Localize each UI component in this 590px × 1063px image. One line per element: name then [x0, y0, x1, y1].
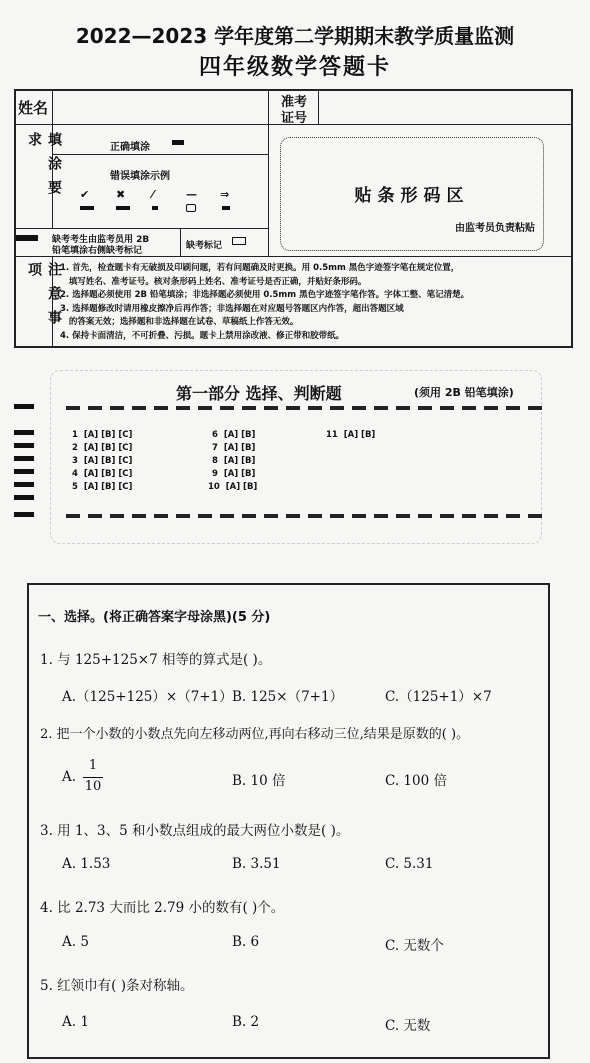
answer-bubble-row[interactable]: 6 [A] [B] [212, 430, 256, 440]
wrong-fill-label: 错误填涂示例 [110, 171, 170, 182]
timing-dash-top [66, 406, 542, 410]
note-line: 3. 选择题修改时请用橡皮擦净后再作答；非选择题在对应题号答题区内作答，超出答题区域 [60, 303, 404, 314]
q1-option-a[interactable]: A.（125+125）×（7+1） [62, 689, 233, 705]
check-mark-icon: ✔ [80, 188, 90, 201]
timing-mark [14, 512, 34, 517]
table-divider [52, 89, 53, 124]
answer-bubble-row[interactable]: 11 [A] [B] [326, 430, 376, 440]
q2-option-b[interactable]: B. 10 倍 [232, 773, 286, 789]
answer-bubble-row[interactable]: 3 [A] [B] [C] [72, 456, 133, 466]
question-3: 3. 用 1、3、5 和小数点组成的最大两位小数是( )。 [40, 823, 350, 839]
table-divider [180, 228, 181, 256]
timing-dash-bottom [66, 514, 542, 518]
absent-note: 铅笔填涂右侧缺考标记 [52, 246, 143, 256]
exam-no-field[interactable] [322, 92, 570, 122]
exam-no-label: 证号 [281, 111, 308, 126]
part1-note: (须用 2B 铅笔填涂) [414, 386, 514, 399]
wrong-fill-sample [116, 206, 130, 210]
answer-bubble-row[interactable]: 9 [A] [B] [212, 469, 256, 479]
note-line: 的答案无效；选择题和非选择题在试卷、草稿纸上作答无效。 [60, 317, 299, 327]
q1-option-b[interactable]: B. 125×（7+1） [232, 689, 344, 705]
absent-note: 缺考考生由监考员用 2B [52, 235, 150, 245]
name-label: 姓名 [18, 99, 49, 117]
wrong-fill-sample [222, 206, 230, 210]
absent-mark-bar [16, 235, 38, 241]
q2-option-a-denominator: 10 [84, 779, 102, 794]
note-line: 填写姓名、准考证号。核对条形码上姓名、准考证号是否正确，并贴好条形码。 [60, 276, 367, 287]
answer-bubble-row[interactable]: 5 [A] [B] [C] [72, 482, 133, 492]
q4-option-c[interactable]: C. 无数个 [385, 938, 444, 954]
name-field[interactable] [56, 92, 264, 122]
fill-rules-label: 填涂要求 [26, 132, 62, 204]
q5-option-c[interactable]: C. 无数 [385, 1018, 431, 1034]
correct-fill-label: 正确填涂 [110, 142, 150, 153]
fraction-bar [83, 777, 103, 778]
table-divider [14, 228, 268, 229]
wrong-fill-sample [186, 204, 196, 212]
barcode-note: 由监考员负责粘贴 [455, 223, 535, 234]
slash-mark-icon: ⁄ [152, 188, 154, 201]
timing-mark [14, 495, 34, 500]
question-4: 4. 比 2.73 大而比 2.79 小的数有( )个。 [40, 900, 285, 916]
question-1: 1. 与 125+125×7 相等的算式是( )。 [40, 652, 272, 668]
notes-label: 注意事项 [26, 262, 62, 334]
notes-list [60, 262, 469, 343]
q3-option-a[interactable]: A. 1.53 [62, 856, 111, 872]
absent-mark-box[interactable] [232, 237, 246, 245]
wrong-fill-sample [80, 206, 94, 210]
exam-no-label: 准考 [281, 95, 308, 110]
q2-option-a-prefix[interactable]: A. [62, 769, 77, 785]
note-line: 4. 保持卡面清洁，不可折叠、污损。题卡上禁用涂改液、修正带和胶带纸。 [60, 330, 345, 341]
answer-bubble-row[interactable]: 8 [A] [B] [212, 456, 256, 466]
q3-option-b[interactable]: B. 3.51 [232, 856, 281, 872]
dash-mark-icon: — [186, 188, 197, 201]
q5-option-b[interactable]: B. 2 [232, 1014, 260, 1030]
table-divider [14, 256, 573, 257]
timing-mark [14, 430, 34, 435]
answer-sheet-title: 四年级数学答题卡 [198, 55, 391, 80]
q4-option-b[interactable]: B. 6 [232, 934, 260, 950]
table-divider [268, 89, 269, 256]
absent-mark-label: 缺考标记 [186, 241, 223, 251]
q4-option-a[interactable]: A. 5 [62, 934, 89, 950]
q5-option-a[interactable]: A. 1 [62, 1014, 89, 1030]
part2-heading: 一、选择。(将正确答案字母涂黑)(5 分) [38, 610, 271, 625]
exam-title: 2022—2023 学年度第二学期期末教学质量监测 [75, 24, 515, 48]
timing-mark [14, 482, 34, 487]
wrong-fill-sample [152, 206, 158, 210]
arrow-mark-icon: ⇒ [220, 188, 230, 201]
timing-mark [14, 404, 34, 409]
table-divider [52, 154, 268, 155]
note-line: 2. 选择题必须使用 2B 铅笔填涂；非选择题必须使用 0.5mm 黑色字迹签字笔作答。字体工整、笔记清楚。 [60, 290, 470, 300]
answer-bubble-row[interactable]: 2 [A] [B] [C] [72, 443, 133, 453]
answer-bubble-row[interactable]: 4 [A] [B] [C] [72, 469, 133, 479]
question-2: 2. 把一个小数的小数点先向左移动两位,再向右移动三位,结果是原数的( )。 [40, 727, 470, 742]
table-divider [318, 89, 319, 124]
barcode-title: 贴条形码区 [354, 186, 470, 206]
barcode-area [280, 137, 544, 251]
part1-title: 第一部分 选择、判断题 [176, 384, 342, 403]
timing-mark [14, 469, 34, 474]
answer-bubble-row[interactable]: 10 [A] [B] [208, 482, 258, 492]
answer-bubble-row[interactable]: 7 [A] [B] [212, 443, 256, 453]
q3-option-c[interactable]: C. 5.31 [385, 856, 434, 872]
note-line: 1. 首先，检查题卡有无破损及印刷问题，若有问题确及时更换。用 0.5mm 黑色字迹签字笔在规定位置， [60, 263, 460, 273]
correct-fill-sample [172, 140, 184, 145]
answer-bubble-row[interactable]: 1 [A] [B] [C] [72, 430, 133, 440]
q1-option-c[interactable]: C.（125+1）×7 [385, 689, 492, 705]
timing-mark [14, 456, 34, 461]
cross-mark-icon: ✖ [116, 188, 126, 201]
timing-mark [14, 443, 34, 448]
q2-option-a-numerator: 1 [88, 758, 98, 773]
q2-option-c[interactable]: C. 100 倍 [385, 773, 447, 789]
question-5: 5. 红领巾有( )条对称轴。 [40, 978, 194, 994]
